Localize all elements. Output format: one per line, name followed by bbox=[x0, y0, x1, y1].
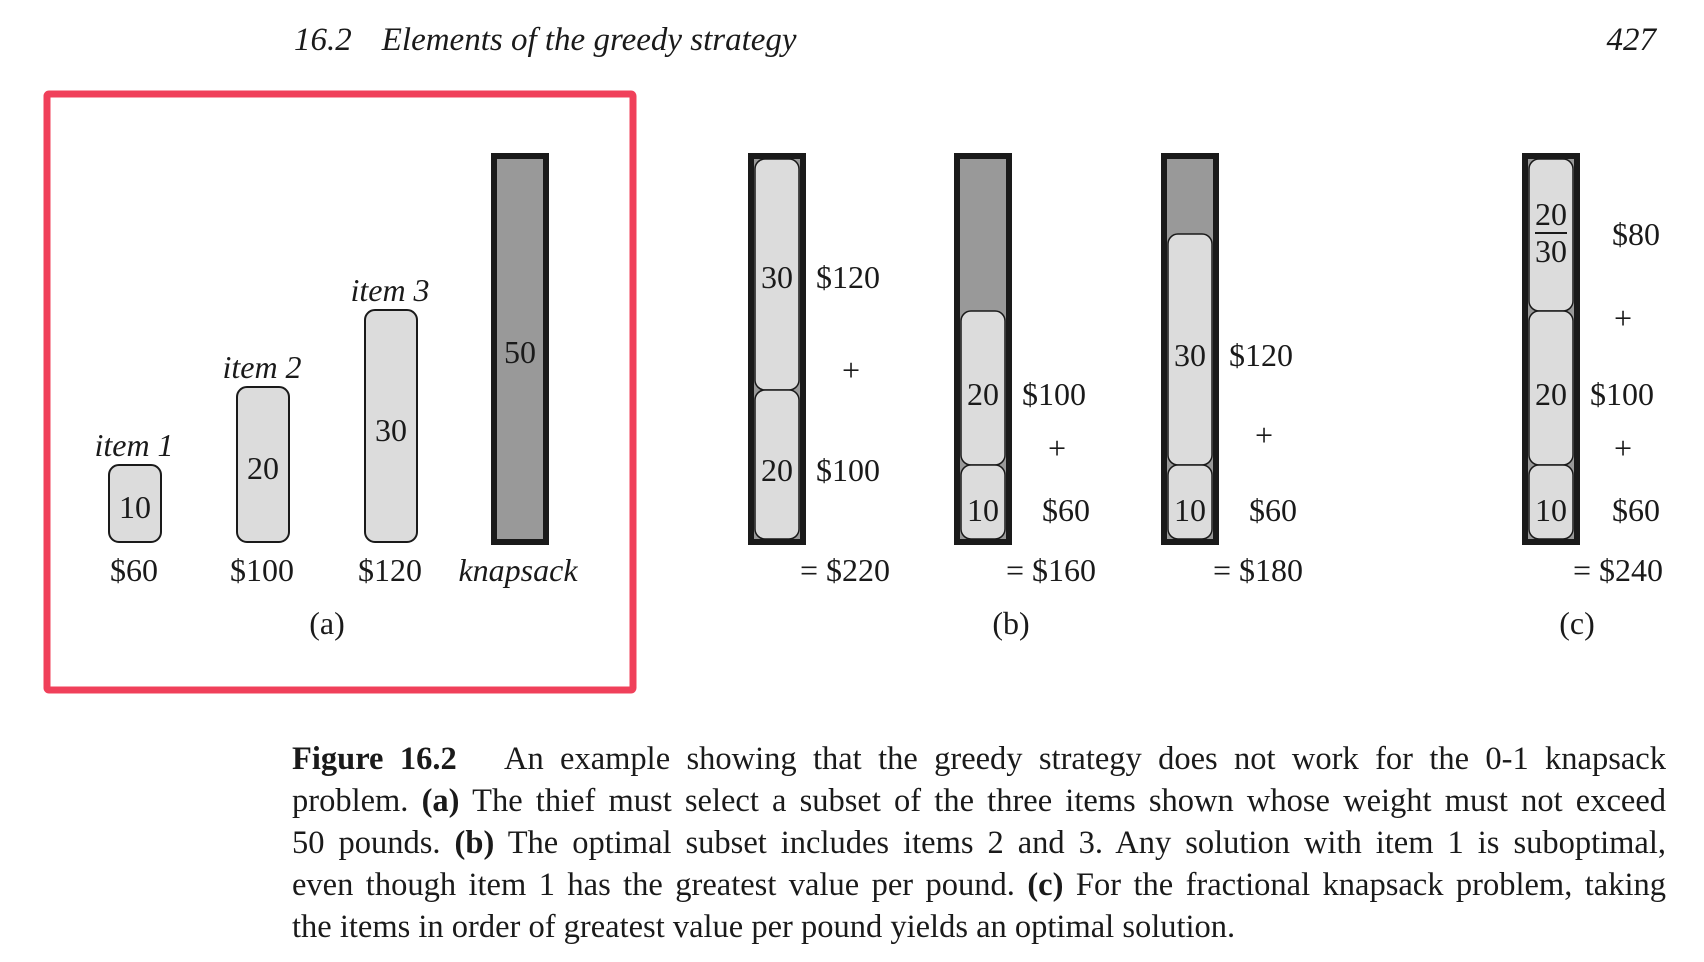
sack-b2-top-value: $100 bbox=[1022, 376, 1086, 412]
sack-b1-plus: + bbox=[841, 352, 861, 388]
sack-b1-top-value: $120 bbox=[816, 259, 880, 295]
section-number: 16.2 bbox=[294, 22, 352, 58]
fraction-denominator: 30 bbox=[1535, 233, 1567, 269]
caption-line-1: Figure 16.2 An example showing that the greedy strategy does not work for the 0-1 knapsack bbox=[292, 741, 1666, 777]
caption-line-4: even though item 1 has the greatest value per pound. (c) For the fractional knapsack problem, taking bbox=[292, 867, 1667, 903]
sack-b3-bottom-weight: 10 bbox=[1174, 492, 1206, 528]
fraction-numerator: 20 bbox=[1535, 196, 1567, 232]
caption-line-3: 50 pounds. (b) The optimal subset includes items 2 and 3. Any solution with item 1 is suboptimal, bbox=[292, 825, 1667, 861]
sack-c-mid-value: $100 bbox=[1590, 376, 1654, 412]
figure-label: Figure 16.2 bbox=[292, 741, 457, 777]
sack-b2-bottom-weight: 10 bbox=[967, 492, 999, 528]
sack-b2-plus: + bbox=[1047, 430, 1067, 466]
caption-line-2: problem. (a) The thief must select a subset of the three items shown whose weight must not exceed bbox=[292, 783, 1666, 819]
panel-c bbox=[1525, 156, 1663, 641]
page-number: 427 bbox=[1606, 22, 1656, 58]
knapsack-label: knapsack bbox=[458, 552, 578, 588]
sack-b3-plus: + bbox=[1254, 417, 1274, 453]
panel-b bbox=[751, 156, 1303, 641]
sack-b3-bottom-value: $60 bbox=[1249, 492, 1297, 528]
panel-c-sublabel: (c) bbox=[1559, 605, 1595, 641]
figure-caption bbox=[292, 738, 1666, 948]
sack-b1-bottom-weight: 20 bbox=[761, 452, 793, 488]
item-2-value: $100 bbox=[230, 552, 294, 588]
sack-b2-total: = $160 bbox=[1005, 552, 1096, 588]
sack-b3-total: = $180 bbox=[1212, 552, 1303, 588]
sack-b2-bottom-value: $60 bbox=[1042, 492, 1090, 528]
sack-b3-top-weight: 30 bbox=[1174, 337, 1206, 373]
item-2-label: item 2 bbox=[222, 349, 302, 385]
item-3-value: $120 bbox=[358, 552, 422, 588]
sack-c-plus-1: + bbox=[1613, 300, 1633, 336]
sack-c-mid-weight: 20 bbox=[1535, 376, 1567, 412]
sack-b3-top-value: $120 bbox=[1229, 337, 1293, 373]
sack-c-frac-value: $80 bbox=[1612, 216, 1660, 252]
item-3-label: item 3 bbox=[350, 272, 430, 308]
section-title: Elements of the greedy strategy bbox=[381, 22, 797, 58]
sack-c-plus-2: + bbox=[1613, 430, 1633, 466]
item-1-label: item 1 bbox=[94, 427, 174, 463]
sack-b2-top-weight: 20 bbox=[967, 376, 999, 412]
item-1-value: $60 bbox=[110, 552, 158, 588]
caption-line-5: the items in order of greatest value per pound yields an optimal solution. bbox=[292, 909, 1236, 945]
sack-b1-bottom-value: $100 bbox=[816, 452, 880, 488]
sack-c-bottom-value: $60 bbox=[1612, 492, 1660, 528]
item-3-weight: 30 bbox=[375, 412, 407, 448]
sack-c-bottom-weight: 10 bbox=[1535, 492, 1567, 528]
item-1-weight: 10 bbox=[119, 489, 151, 525]
panel-a bbox=[94, 156, 578, 641]
sack-c-total: = $240 bbox=[1572, 552, 1663, 588]
sack-b1-top-weight: 30 bbox=[761, 259, 793, 295]
panel-a-sublabel: (a) bbox=[309, 605, 345, 641]
item-2-weight: 20 bbox=[247, 450, 279, 486]
panel-b-sublabel: (b) bbox=[992, 605, 1030, 641]
knapsack-capacity: 50 bbox=[504, 334, 536, 370]
sack-b1-total: = $220 bbox=[799, 552, 890, 588]
